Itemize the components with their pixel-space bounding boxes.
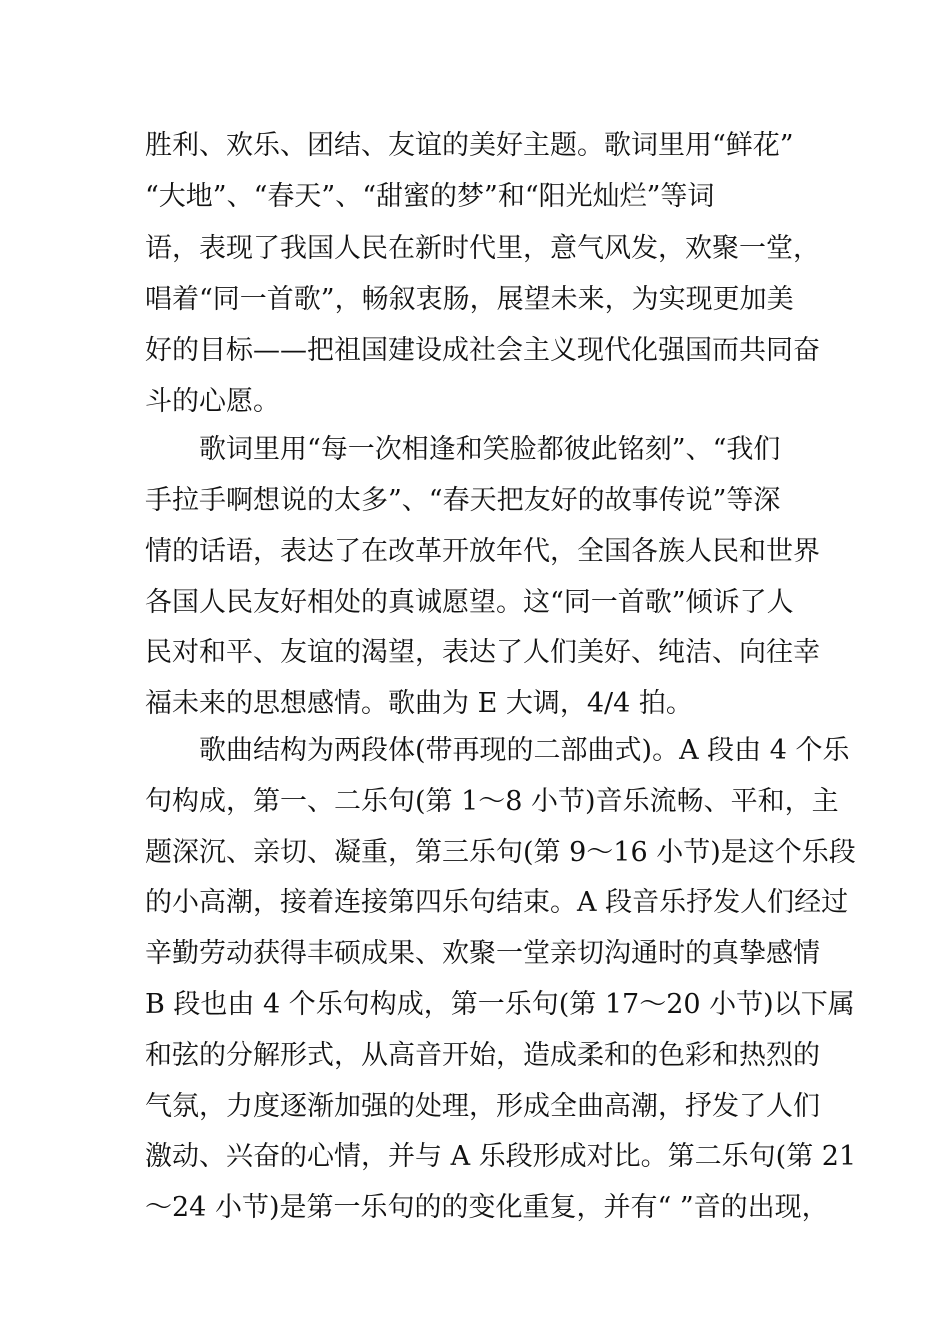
text-line-7: 歌词里用“每一次相逢和笑脸都彼此铭刻”、“我们 [199, 434, 781, 465]
text-line-14: 句构成，第一、二乐句(第 1～8 小节)音乐流畅、平和，主 [145, 786, 839, 817]
text-line-6: 斗的心愿。 [145, 386, 280, 417]
text-line-13: 歌曲结构为两段体(带再现的二部曲式)。A 段由 4 个乐 [199, 735, 850, 766]
text-line-11: 民对和平、友谊的渴望，表达了人们美好、纯洁、向往幸 [145, 637, 820, 668]
text-line-1: 胜利、欢乐、团结、友谊的美好主题。歌词里用“鲜花” [145, 130, 794, 161]
text-line-22: ～24 小节)是第一乐句的的变化重复，并有“ ”音的出现， [145, 1192, 829, 1223]
text-line-15: 题深沉、亲切、凝重，第三乐句(第 9～16 小节)是这个乐段 [145, 837, 856, 868]
text-line-17: 辛勤劳动获得丰硕成果、欢聚一堂亲切沟通时的真挚感情 [145, 938, 820, 969]
text-line-21: 激动、兴奋的心情，并与 A 乐段形成对比。第二乐句(第 21 [145, 1141, 857, 1172]
text-line-8: 手拉手啊想说的太多”、“春天把友好的故事传说”等深 [145, 485, 781, 516]
text-line-12: 福未来的思想感情。歌曲为 E 大调，4/4 拍。 [145, 688, 693, 719]
text-line-20: 气氛，力度逐渐加强的处理，形成全曲高潮，抒发了人们 [145, 1091, 820, 1122]
text-line-5: 好的目标——把祖国建设成社会主义现代化强国而共同奋 [145, 335, 820, 366]
text-line-9: 情的话语，表达了在改革开放年代，全国各族人民和世界 [145, 536, 820, 567]
text-line-16: 的小高潮，接着连接第四乐句结束。A 段音乐抒发人们经过 [145, 887, 849, 918]
text-line-10: 各国人民友好相处的真诚愿望。这“同一首歌”倾诉了人 [145, 587, 794, 618]
text-line-19: 和弦的分解形式，从高音开始，造成柔和的色彩和热烈的 [145, 1040, 820, 1071]
text-line-18: B 段也由 4 个乐句构成，第一乐句(第 17～20 小节)以下属 [145, 989, 855, 1020]
text-line-4: 唱着“同一首歌”，畅叙衷肠，展望未来，为实现更加美 [145, 284, 794, 315]
text-line-2: “大地”、“春天”、“甜蜜的梦”和“阳光灿烂”等词 [145, 181, 715, 212]
text-line-3: 语，表现了我国人民在新时代里，意气风发，欢聚一堂， [145, 233, 820, 264]
